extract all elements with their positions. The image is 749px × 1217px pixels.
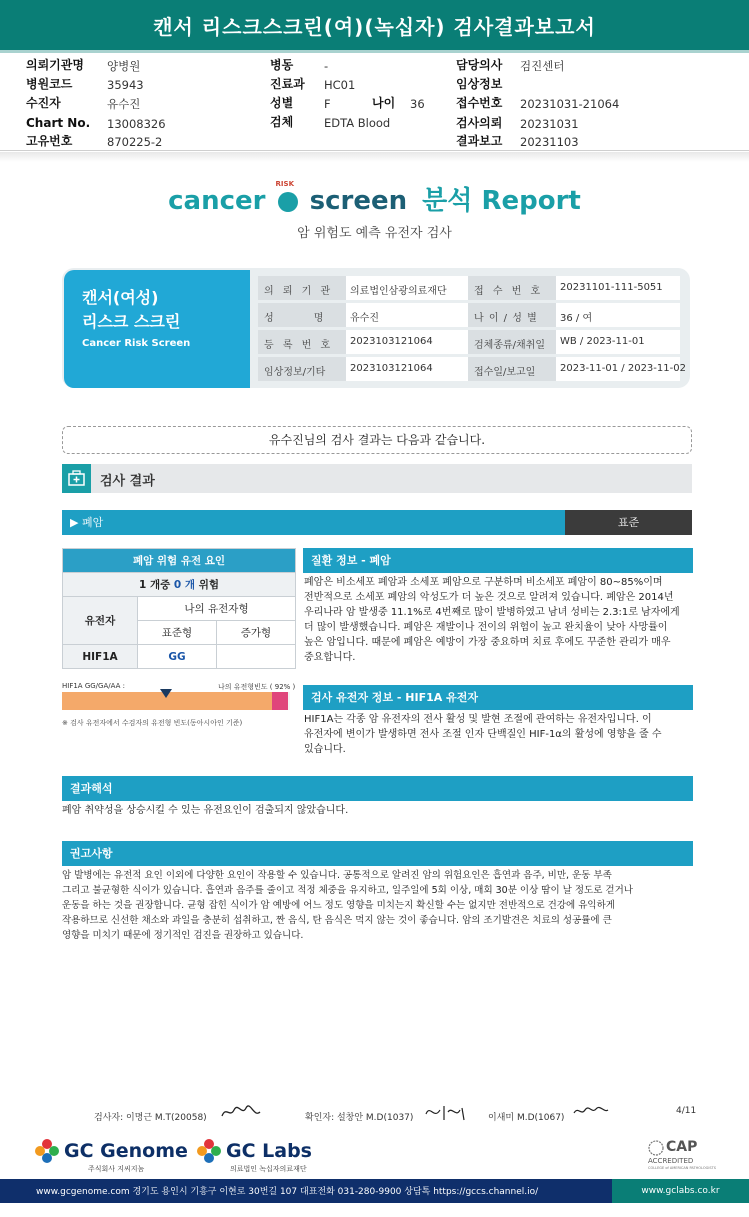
risk-count: 1 개중 0 개 위험: [63, 573, 296, 597]
gc-genome-name: GC Genome: [64, 1140, 188, 1162]
header-value: 유수진: [107, 97, 141, 111]
gc-cross-icon: [196, 1138, 222, 1164]
gene-info-title: 검사 유전자 정보 - HIF1A 유전자: [303, 685, 693, 710]
gc-cross-icon: [34, 1138, 60, 1164]
cap-seal-icon: [648, 1140, 664, 1156]
title-underline: [0, 50, 749, 53]
header-label: Chart No.: [26, 116, 91, 130]
header-value: 20231031-21064: [520, 97, 620, 111]
risk-dot-icon: [275, 179, 298, 212]
header-label: 접수번호: [456, 96, 503, 110]
header-value: EDTA Blood: [324, 116, 391, 130]
header-label: 진료과: [270, 77, 305, 91]
card-label: 성 명: [264, 313, 327, 324]
card-label: 검체종류/채취일: [474, 340, 545, 351]
age-value: 36: [410, 97, 425, 111]
card-value: 2023103121064: [350, 336, 433, 347]
section-header: [62, 464, 692, 493]
card-label: 의 뢰 기 관: [264, 286, 334, 297]
footer-website[interactable]: www.gclabs.co.kr: [612, 1179, 749, 1203]
gc-labs-sub: 의료법인 녹십자의료재단: [230, 1165, 307, 1173]
cap-accredited: ACCREDITED: [648, 1157, 694, 1165]
logo-screen: screen: [309, 186, 408, 216]
header-value: -: [324, 59, 329, 73]
header-value: 20231031: [520, 117, 579, 131]
header-label: 병동: [270, 58, 294, 72]
header-label: 병원코드: [26, 77, 73, 91]
report-logo: [0, 180, 749, 217]
gc-genome-logo: [34, 1138, 60, 1168]
interpretation-title: 결과해석: [62, 776, 693, 801]
report-subtitle: 암 위험도 예측 유전자 검사: [297, 226, 452, 241]
genotype-value: GG: [138, 645, 217, 669]
my-genotype-header: 나의 유전자형: [138, 597, 296, 621]
header-label: 검체: [270, 115, 294, 129]
card-subtitle: Cancer Risk Screen: [82, 338, 191, 349]
gc-labs-name: GC Labs: [226, 1140, 312, 1162]
header-label: 의뢰기관명: [26, 58, 84, 72]
header-label: 담당의사: [456, 58, 503, 72]
footer-address: www.gcgenome.com 경기도 용인시 기흥구 이현로 30번길 107 대표전화 031-280-9900 상담톡 https://gccs.channel.io/: [36, 1187, 539, 1197]
gene-table: [62, 548, 296, 669]
increased-value: [216, 645, 295, 669]
freq-remainder: [272, 692, 288, 710]
gene-name: HIF1A: [63, 645, 138, 669]
header-label: 결과보고: [456, 134, 503, 148]
header-label: 고유번호: [26, 134, 73, 148]
freq-right-label: 나의 유전형빈도 ( 92% ): [218, 683, 296, 691]
logo-suffix: 분석 Report: [422, 186, 581, 216]
card-label: 접 수 번 호: [474, 286, 544, 297]
header-value: 870225-2: [107, 135, 163, 149]
page-number: 4/11: [676, 1106, 697, 1116]
header-value: 검진센터: [520, 59, 565, 73]
freq-footnote: ※ 검사 유전자에서 수검자의 유전형 빈도(동아시아인 기준): [62, 719, 243, 727]
freq-left-label: HIF1A GG/GA/AA :: [62, 682, 125, 690]
card-value: 의료법인삼광의료재단: [350, 286, 447, 297]
card-title-panel: [64, 270, 250, 388]
medical-kit-icon: [62, 464, 91, 493]
section-title: 검사 결과: [100, 474, 155, 489]
lung-cancer-bar: [62, 510, 565, 535]
card-value: 2023-11-01 / 2023-11-02: [560, 363, 686, 374]
cap-org: COLLEGE of AMERICAN PATHOLOGISTS: [648, 1166, 716, 1170]
header-label: 임상정보: [456, 77, 503, 91]
gene-table-title: 폐암 위험 유전 요인: [63, 549, 296, 573]
header-value: 20231103: [520, 135, 579, 149]
recommendation-title: 권고사항: [62, 841, 693, 866]
confirmer-signature: [424, 1102, 468, 1122]
card-value: 2023103121064: [350, 363, 433, 374]
header-value: HC01: [324, 78, 356, 92]
lung-result-badge: 표준: [565, 510, 692, 535]
card-value: 36 / 여: [560, 313, 593, 324]
card-value: 20231101-111-5051: [560, 282, 663, 293]
examiner-signature: [220, 1102, 262, 1122]
gene-info-text: HIF1A는 각종 암 유전자의 전사 활성 및 발현 조절에 관여하는 유전자입니다. 이 유전자에 변이가 발생하면 전사 조절 인자 단백질인 HIF-1α의 활성에 영향을 줄 수 있습니다.: [304, 714, 662, 755]
age-label: 나이: [372, 96, 396, 110]
card-label: 나 이 / 성 별: [474, 313, 538, 324]
header-value: 13008326: [107, 117, 166, 131]
logo-cancer: cancer: [168, 186, 266, 216]
header-value: F: [324, 97, 331, 111]
card-label: 임상정보/기타: [264, 367, 326, 378]
gene-header: 유전자: [63, 597, 138, 645]
confirmer2: 이새미 M.D(1067): [488, 1113, 565, 1123]
card-value: 유수진: [350, 313, 379, 324]
increased-header: 증가형: [216, 621, 295, 645]
confirmer: 확인자: 설창안 M.D(1037): [305, 1113, 414, 1123]
card-value: WB / 2023-11-01: [560, 336, 645, 347]
header-shadow: [0, 152, 749, 162]
gc-labs-logo: [196, 1138, 222, 1168]
report-title: 캔서 리스크스크린(여)(녹십자) 검사결과보고서: [0, 0, 749, 50]
examiner: 검사자: 이명근 M.T(20058): [94, 1113, 207, 1123]
card-label: 등 록 번 호: [264, 340, 334, 351]
standard-header: 표준형: [138, 621, 217, 645]
interpretation-text: 폐암 취약성을 상승시킬 수 있는 유전요인이 검출되지 않았습니다.: [62, 805, 349, 816]
header-value: 양병원: [107, 59, 141, 73]
header-divider: [0, 150, 749, 151]
logo-risk: RISK: [275, 179, 295, 188]
header-label: 수진자: [26, 96, 61, 110]
result-notice: 유수진님의 검사 결과는 다음과 같습니다.: [62, 426, 692, 454]
card-title: 캔서(여성) 리스크 스크린: [82, 288, 181, 331]
gc-genome-sub: 주식회사 지씨지놈: [88, 1165, 145, 1173]
cap-name: CAP: [666, 1139, 698, 1155]
marker-triangle-icon: [160, 689, 172, 698]
recommendation-text: 암 발병에는 유전적 요인 이외에 다양한 요인이 작용할 수 있습니다. 공통적으로 알려진 암의 위험요인은 흡연과 음주, 비만, 운동 부족 그리고 불균형한 식이가 있습니다. 흡연과 음주를 줄이고 적정 체중을 유지하고, 일주일에 5회 이상, 매회 30분 이상 땀이 날 정도로 걷거나 운동을 하는 것을 권장합니다. 균형 잡힌 식이가 암 예방에 어느 정도 영향을 미치는지 확신할 수는 없지만 전반적으로 건강에 유익하게 작용하므로 신선한 채소와 과일을 충분히 섭취하고, 짠 음식, 탄 음식은 먹지 않는 것이 좋습니다. 암의 조기발견은 치료의 성공률에 큰 영향을 미치기 때문에 정기적인 검진을 권장하고 있습니다.: [62, 870, 633, 941]
card-label: 접수일/보고일: [474, 367, 536, 378]
header-label: 검사의뢰: [456, 116, 503, 130]
disease-info-title: 질환 정보 - 폐암: [303, 548, 693, 573]
disease-info-text: 폐암은 비소세포 폐암과 소세포 폐암으로 구분하며 비소세포 폐암이 80~85%이며 전반적으로 소세포 폐암의 악성도가 더 높은 것으로 알려져 있습니다. 폐암은 2014년 우리나라 암 발생중 11.1%로 4번째로 많이 발병하였고 남녀 성비는 2.3:1로 남자에게 더 많이 발생했습니다. 폐암은 재발이나 전이의 위험이 높고 완치율이 낮아 사망률이 높은 암입니다. 때문에 폐암은 예방이 가장 중요하며 치료 후에도 꾸준한 관리가 매우 중요합니다.: [304, 577, 680, 663]
header-label: 성별: [270, 96, 294, 110]
confirmer2-signature: [572, 1104, 610, 1118]
header-value: 35943: [107, 78, 144, 92]
lung-cancer-label: ▶ 폐암: [70, 516, 104, 529]
